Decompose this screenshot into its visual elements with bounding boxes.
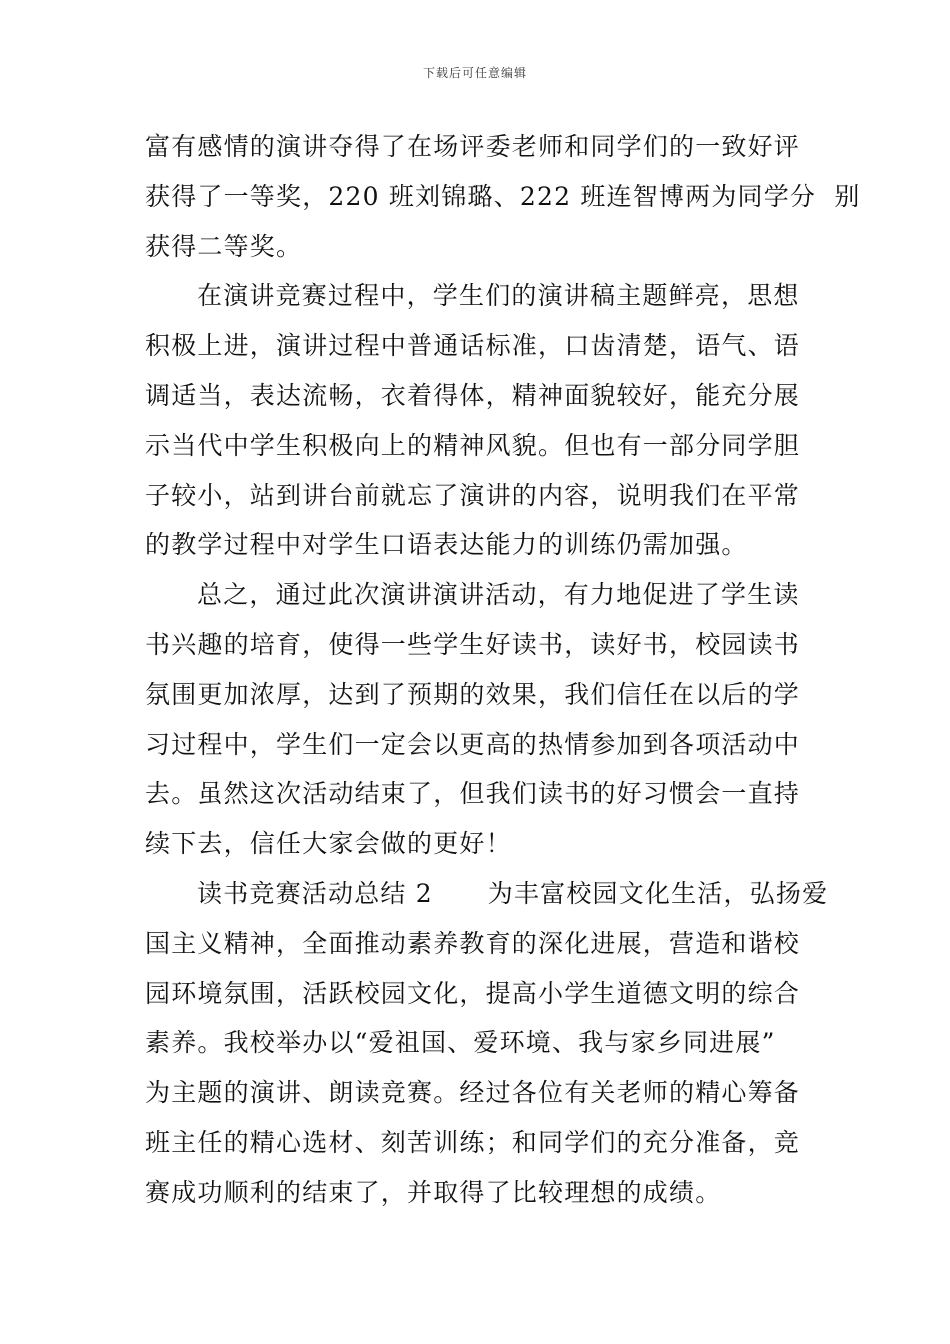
text-line: 为主题的演讲、朗读竞赛。经过各位有关老师的精心筹备 bbox=[145, 1078, 801, 1108]
text-line: 的教学过程中对学生口语表达能力的训练仍需加强。 bbox=[145, 530, 748, 560]
text-line: 班主任的精心选材、刻苦训练；和同学们的充分准备，竞 bbox=[145, 1127, 801, 1157]
text-line: 氛围更加浓厚，达到了预期的效果，我们信任在以后的学 bbox=[145, 679, 801, 709]
text-line: 积极上进，演讲过程中普通话标准，口齿清楚，语气、语 bbox=[145, 331, 801, 361]
text-line: 示当代中学生积极向上的精神风貌。但也有一部分同学胆 bbox=[145, 430, 801, 460]
page-header: 下载后可任意编辑 bbox=[422, 66, 527, 80]
paragraph-first-line: 在演讲竞赛过程中，学生们的演讲稿主题鲜亮，思想 bbox=[197, 281, 800, 311]
text-line: 赛成功顺利的结束了，并取得了比较理想的成绩。 bbox=[145, 1177, 722, 1207]
text-line: 获得二等奖。 bbox=[145, 231, 303, 261]
text-line: 富有感情的演讲夺得了在场评委老师和同学们的一致好评 bbox=[145, 132, 801, 161]
text-line: 园环境氛围，活跃校园文化，提高小学生道德文明的综合 bbox=[145, 978, 801, 1008]
text-line: 素养。我校举办以“爱祖国、爱环境、我与家乡同进展” bbox=[145, 1028, 776, 1058]
text-line: 续下去，信任大家会做的更好！ bbox=[145, 829, 512, 859]
text-line: 子较小，站到讲台前就忘了演讲的内容，说明我们在平常 bbox=[145, 480, 801, 510]
text-line: 书兴趣的培育，使得一些学生好读书，读好书，校园读书 bbox=[145, 629, 801, 659]
paragraph-first-line: 总之，通过此次演讲演讲活动，有力地促进了学生读 bbox=[197, 580, 800, 610]
text-line: 国主义精神，全面推动素养教育的深化进展，营造和谐校 bbox=[145, 928, 801, 958]
text-line: 去。虽然这次活动结束了，但我们读书的好习惯会一直持 bbox=[145, 779, 801, 809]
text-line: 调适当，表达流畅，衣着得体，精神面貌较好，能充分展 bbox=[145, 380, 801, 410]
text-line: 获得了一等奖，220 班刘锦璐、222 班连智博两为同学分 别 bbox=[145, 181, 861, 211]
section-heading-line: 读书竞赛活动总结 2 为丰富校园文化生活，弘扬爱 bbox=[197, 878, 829, 908]
document-body bbox=[145, 122, 861, 1218]
text-line: 习过程中，学生们一定会以更高的热情参加到各项活动中 bbox=[145, 729, 801, 759]
